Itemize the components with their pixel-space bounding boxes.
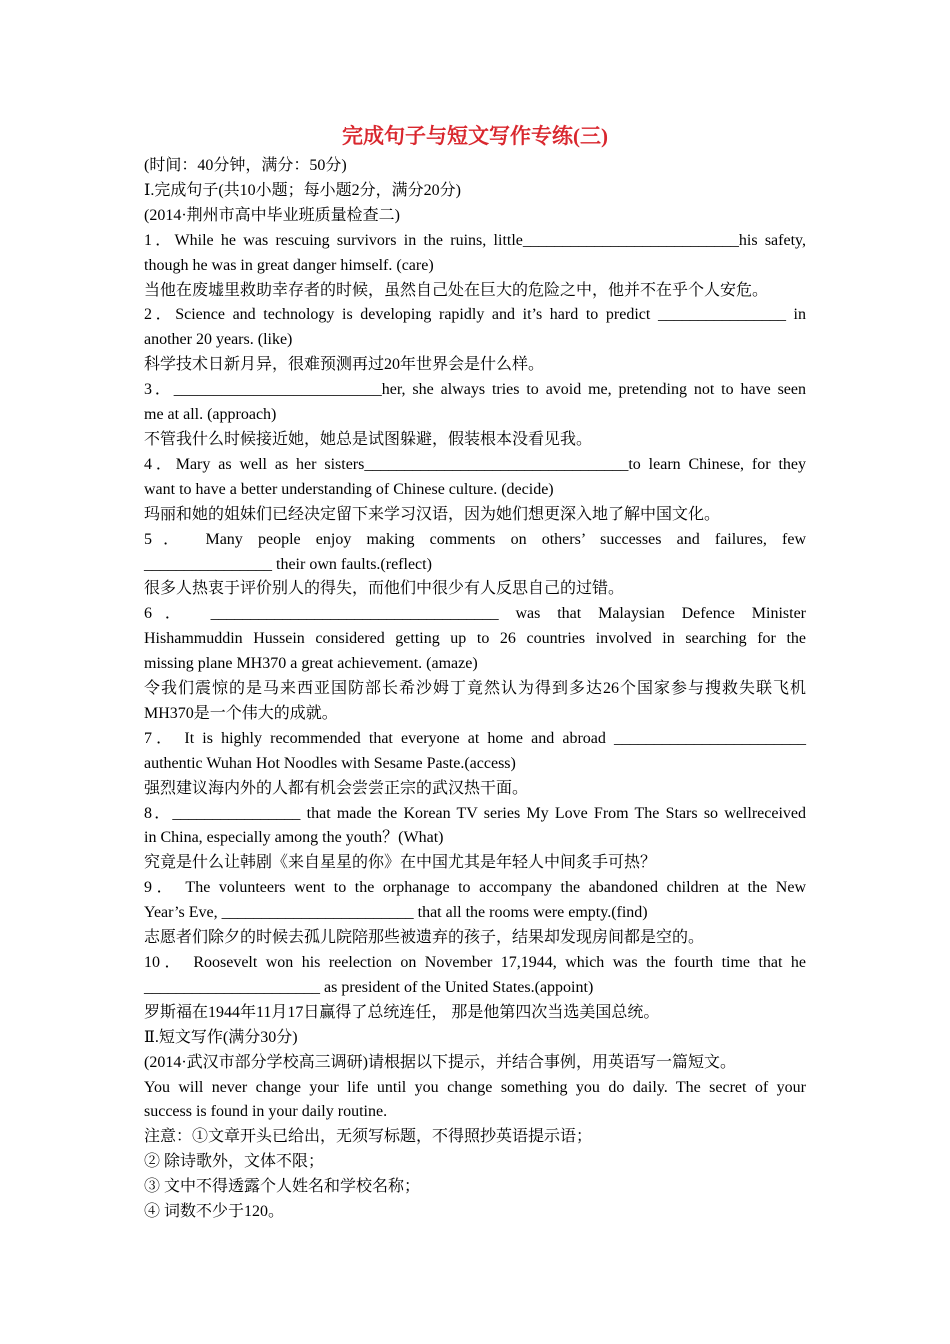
item-6-zh-line2: MH370是一个伟大的成就。 — [144, 704, 338, 722]
item-1-en-line1: 1．While he was rescuing survivors in the ruins, little___________________________his safety, — [144, 231, 806, 249]
section1-source: (2014·荆州市高中毕业班质量检查二) — [144, 206, 400, 224]
item-5-en-line1: 5． Many people enjoy making comments on others’ successes and failures, few — [144, 530, 806, 548]
item-1-en-line2: though he was in great danger himself. (care) — [144, 256, 434, 274]
item-9-zh: 志愿者们除夕的时候去孤儿院陪那些被遗弃的孩子，结果却发现房间都是空的。 — [144, 929, 705, 947]
item-4-en-line2: want to have a better understanding of Chinese culture. (decide) — [144, 480, 554, 498]
section1-heading: Ⅰ.完成句子(共10小题；每小题2分，满分20分) — [144, 181, 461, 199]
item-9-en-line1: 9． The volunteers went to the orphanage to accompany the abandoned children at the New — [144, 879, 806, 897]
item-4-en-line1: 4．Mary as well as her sisters_________________________________to learn Chinese, for they — [144, 455, 806, 473]
item-5-en-line2: ________________ their own faults.(reflect) — [144, 555, 432, 573]
item-2-en-line2: another 20 years. (like) — [144, 331, 293, 349]
item-2-en-line1: 2．Science and technology is developing rapidly and it’s hard to predict ________________ in — [144, 306, 806, 324]
section2-prompt-line1: You will never change your life until you change something you do daily. The secret of your — [144, 1078, 806, 1096]
item-7-en-line1: 7． It is highly recommended that everyone at home and abroad ________________________ — [144, 729, 806, 747]
item-7-en-line2: authentic Wuhan Hot Noodles with Sesame Paste.(access) — [144, 754, 516, 772]
item-8-zh: 究竟是什么让韩剧《来自星星的你》在中国尤其是年轻人中间炙手可热？ — [144, 854, 657, 872]
note-item: ③ 文中不得透露个人姓名和学校名称； — [144, 1178, 421, 1196]
section2-source: (2014·武汉市部分学校高三调研)请根据以下提示，并结合事例，用英语写一篇短文。 — [144, 1053, 736, 1071]
page-title: 完成句子与短文写作专练(三) — [342, 124, 608, 148]
item-8-en-line2: in China, especially among the youth？(What) — [144, 829, 444, 847]
item-7-zh: 强烈建议海内外的人都有机会尝尝正宗的武汉热干面。 — [144, 779, 529, 797]
item-9-en-line2: Year’s Eve, ________________________ that all the rooms were empty.(find) — [144, 904, 648, 922]
item-3-en-line2: me at all. (approach) — [144, 406, 277, 424]
time-info: (时间：40分钟，满分：50分) — [144, 157, 347, 174]
section2-prompt-line2: success is found in your daily routine. — [144, 1103, 388, 1121]
item-10-en-line1: 10． Roosevelt won his reelection on November 17,1944, which was the fourth time that he — [144, 954, 806, 971]
item-1-zh: 当他在废墟里救助幸存者的时候，虽然自己处在巨大的危险之中，他并不在乎个人安危。 — [144, 281, 769, 299]
item-2-zh: 科学技术日新月异，很难预测再过20年世界会是什么样。 — [144, 356, 545, 374]
note-item: 注意：①文章开头已给出，无须写标题，不得照抄英语提示语； — [144, 1128, 593, 1146]
item-6-zh-line1: 令我们震惊的是马来西亚国防部长希沙姆丁竟然认为得到多达26个国家参与搜救失联飞机 — [144, 680, 806, 698]
document-page — [144, 118, 806, 1225]
section2-heading: Ⅱ.短文写作(满分30分) — [144, 1028, 298, 1046]
item-10-zh: 罗斯福在1944年11月17日赢得了总统连任， 那是他第四次当选美国总统。 — [144, 1003, 660, 1021]
item-6-en-line3: missing plane MH370 a great achievement. (amaze) — [144, 655, 478, 673]
item-8-en-line1: 8．________________ that made the Korean TV series My Love From The Stars so wellreceived — [144, 804, 806, 822]
note-item: ② 除诗歌外，文体不限； — [144, 1153, 325, 1171]
item-3-en-line1: 3．__________________________her, she always tries to avoid me, pretending not to have seen — [144, 381, 806, 399]
item-5-zh: 很多人热衷于评价别人的得失，而他们中很少有人反思自己的过错。 — [144, 580, 625, 598]
item-6-en-line1: 6． ____________________________________ was that Malaysian Defence Minister — [144, 605, 806, 623]
note-item: ④ 词数不少于120。 — [144, 1203, 285, 1221]
item-10-en-line2: ______________________ as president of the United States.(appoint) — [144, 978, 594, 996]
item-4-zh: 玛丽和她的姐妹们已经决定留下来学习汉语，因为她们想更深入地了解中国文化。 — [144, 505, 721, 523]
item-3-zh: 不管我什么时候接近她，她总是试图躲避，假装根本没看见我。 — [144, 430, 593, 448]
item-6-en-line2: Hishammuddin Hussein considered getting up to 26 countries involved in searching for the — [144, 630, 806, 648]
